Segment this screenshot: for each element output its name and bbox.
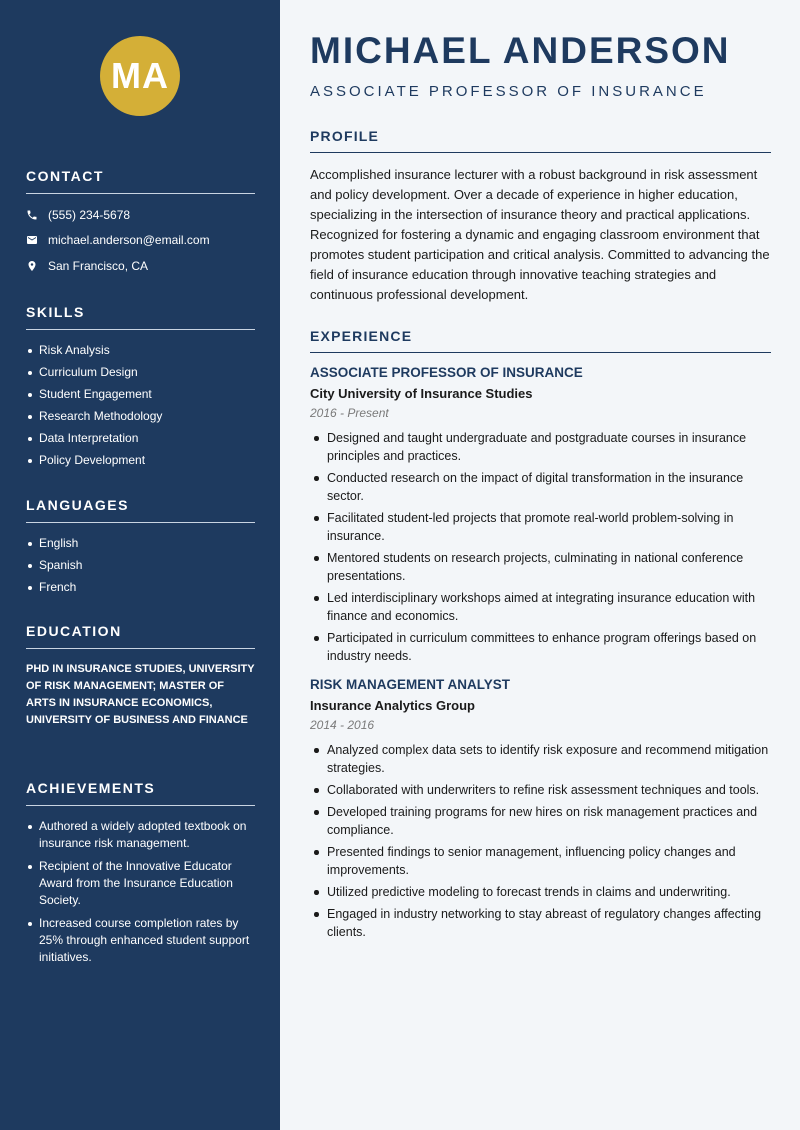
achievement-item: Increased course completion rates by 25% through enhanced student support initiatives.	[26, 915, 255, 966]
job-entry	[310, 365, 771, 665]
achievement-item: Recipient of the Innovative Educator Award from the Insurance Education Society.	[26, 858, 255, 909]
profile-text: Accomplished insurance lecturer with a robust background in risk assessment and policy development. Over a decade of experience in higher education, specializing in the intersection of insurance theory and practical applications. Recognized for fostering a dynamic and engaging classroom environment that promotes student participation and critical analysis. Committed to advancing the field of insurance education through innovative teaching strategies and continuous professional development.	[310, 167, 770, 302]
phone-text[interactable]: (555) 234-5678	[48, 207, 131, 222]
contact-email	[26, 232, 255, 249]
job-bullet: Participated in curriculum committees to enhance program offerings based on industry needs.	[310, 629, 771, 665]
email-text[interactable]: michael.anderson@email.com	[48, 233, 210, 247]
job-bullet: Engaged in industry networking to stay abreast of regulatory changes affecting clients.	[310, 905, 771, 941]
contact-phone	[26, 206, 255, 223]
job-bullet: Conducted research on the impact of digital transformation in the insurance sector.	[310, 469, 771, 505]
skill-item: Student Engagement	[26, 386, 255, 403]
job-bullet: Utilized predictive modeling to forecast trends in claims and underwriting.	[310, 883, 771, 901]
achievements-section	[26, 780, 255, 972]
sidebar	[0, 0, 280, 1130]
achievements-list	[26, 818, 255, 966]
skills-section	[26, 304, 255, 474]
experience-heading: EXPERIENCE	[310, 328, 771, 353]
job-bullet: Collaborated with underwriters to refine risk assessment techniques and tools.	[310, 781, 771, 799]
skill-item: Data Interpretation	[26, 430, 255, 447]
job-bullet: Designed and taught undergraduate and postgraduate courses in insurance principles and practices.	[310, 429, 771, 465]
candidate-title: ASSOCIATE PROFESSOR OF INSURANCE	[310, 83, 707, 100]
job-dates: 2014 - 2016	[310, 718, 375, 732]
candidate-name: MICHAEL ANDERSON	[310, 30, 731, 71]
education-heading: EDUCATION	[26, 623, 255, 649]
contact-section	[26, 168, 255, 283]
job-bullet: Presented findings to senior management, influencing policy changes and improvements.	[310, 843, 771, 879]
education-text: PHD IN INSURANCE STUDIES, UNIVERSITY OF RISK MANAGEMENT; MASTER OF ARTS IN INSURANCE ECONOMICS, UNIVERSITY OF BUSINESS AND FINANCE	[26, 663, 255, 726]
job-bullets	[310, 429, 771, 665]
job-title: ASSOCIATE PROFESSOR OF INSURANCE	[310, 365, 583, 380]
skill-item: Research Methodology	[26, 408, 255, 425]
languages-list	[26, 535, 255, 596]
phone-icon	[26, 209, 48, 221]
job-bullet: Mentored students on research projects, culminating in national conference presentations.	[310, 549, 771, 585]
avatar-initials: MA	[100, 36, 180, 116]
language-item: Spanish	[26, 557, 255, 574]
job-bullet: Led interdisciplinary workshops aimed at integrating insurance education with finance and economics.	[310, 589, 771, 625]
job-dates: 2016 - Present	[310, 406, 389, 420]
skill-item: Policy Development	[26, 452, 255, 469]
education-section	[26, 623, 255, 729]
skill-item: Risk Analysis	[26, 342, 255, 359]
job-bullets	[310, 741, 771, 941]
profile-heading: PROFILE	[310, 128, 771, 153]
contact-location	[26, 257, 255, 274]
job-company: Insurance Analytics Group	[310, 698, 475, 713]
job-company: City University of Insurance Studies	[310, 386, 533, 401]
profile-section	[310, 128, 771, 305]
job-bullet: Developed training programs for new hires on risk management practices and compliance.	[310, 803, 771, 839]
contact-heading: CONTACT	[26, 168, 255, 194]
mail-icon	[26, 234, 48, 246]
achievements-heading: ACHIEVEMENTS	[26, 780, 255, 806]
job-entry	[310, 677, 771, 941]
location-text: San Francisco, CA	[48, 258, 149, 273]
languages-section	[26, 497, 255, 601]
job-title: RISK MANAGEMENT ANALYST	[310, 677, 511, 692]
location-pin-icon	[26, 260, 48, 272]
skills-list	[26, 342, 255, 469]
achievement-item: Authored a widely adopted textbook on insurance risk management.	[26, 818, 255, 852]
language-item: English	[26, 535, 255, 552]
experience-section	[310, 328, 771, 945]
skill-item: Curriculum Design	[26, 364, 255, 381]
language-item: French	[26, 579, 255, 596]
skills-heading: SKILLS	[26, 304, 255, 330]
job-bullet: Analyzed complex data sets to identify risk exposure and recommend mitigation strategies.	[310, 741, 771, 777]
languages-heading: LANGUAGES	[26, 497, 255, 523]
job-bullet: Facilitated student-led projects that promote real-world problem-solving in insurance.	[310, 509, 771, 545]
